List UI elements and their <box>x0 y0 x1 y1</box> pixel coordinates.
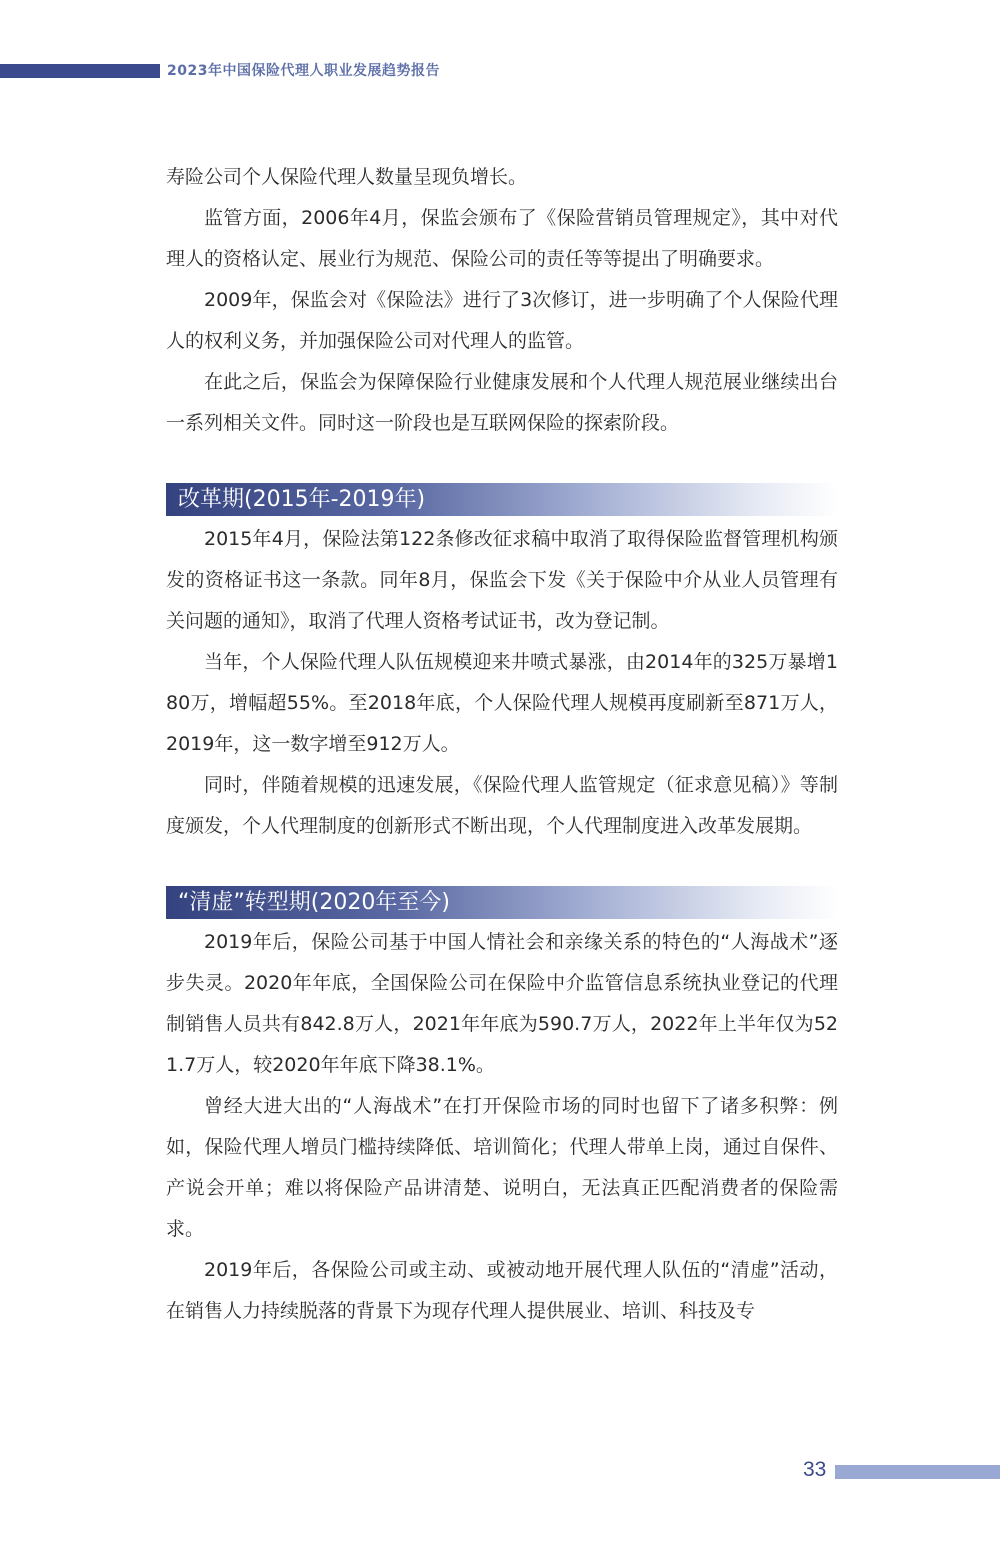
paragraph: 在此之后，保监会为保障保险行业健康发展和个人代理人规范展业继续出台一系列相关文件。同时这一阶段也是互联网保险的探索阶段。 <box>166 371 838 434</box>
section-heading-label: “清虚”转型期(2020年至今) <box>178 890 450 915</box>
paragraph: 2019年后，保险公司基于中国人情社会和亲缘关系的特色的“人海战术”逐步失灵。2020年年底，全国保险公司在保险中介监管信息系统执业登记的代理制销售人员共有842.8万人，2021年年底为590.7万人，2022年上半年仅为521.7万人，较2020年年底下降38.1%。 <box>166 931 838 1076</box>
paragraph: 曾经大进大出的“人海战术”在打开保险市场的同时也留下了诸多积弊：例如，保险代理人增员门槛持续降低、培训简化；代理人带单上岗，通过自保件、产说会开单；难以将保险产品讲清楚、说明白，无法真正匹配消费者的保险需求。 <box>166 1095 838 1240</box>
report-title: 2023年中国保险代理人职业发展趋势报告 <box>167 63 440 79</box>
page-number: 33 <box>803 1458 827 1481</box>
paragraph: 2009年，保监会对《保险法》进行了3次修订，进一步明确了个人保险代理人的权利义务，并加强保险公司对代理人的监管。 <box>166 289 838 352</box>
paragraph: 当年，个人保险代理人队伍规模迎来井喷式暴涨，由2014年的325万暴增180万，增幅超55%。至2018年底，个人保险代理人规模再度刷新至871万人，2019年，这一数字增至912万人。 <box>166 651 838 755</box>
page-body <box>166 157 838 1332</box>
section-heading-label: 改革期(2015年-2019年) <box>178 487 426 512</box>
paragraph: 2015年4月，保险法第122条修改征求稿中取消了取得保险监督管理机构颁发的资格证书这一条款。同年8月，保监会下发《关于保险中介从业人员管理有关问题的通知》，取消了代理人资格考试证书，改为登记制。 <box>166 528 838 632</box>
paragraph: 同时，伴随着规模的迅速发展，《保险代理人监管规定（征求意见稿）》等制度颁发，个人代理制度的创新形式不断出现，个人代理制度进入改革发展期。 <box>166 774 838 837</box>
footer-accent-bar <box>835 1465 1000 1479</box>
section-heading-transform <box>166 886 838 919</box>
paragraph: 2019年后，各保险公司或主动、或被动地开展代理人队伍的“清虚”活动，在销售人力持续脱落的背景下为现存代理人提供展业、培训、科技及专 <box>166 1259 838 1322</box>
section-heading-reform <box>166 483 838 516</box>
paragraph: 寿险公司个人保险代理人数量呈现负增长。 <box>166 166 528 188</box>
header-accent-bar <box>0 64 160 78</box>
paragraph: 监管方面，2006年4月，保监会颁布了《保险营销员管理规定》，其中对代理人的资格认定、展业行为规范、保险公司的责任等等提出了明确要求。 <box>166 207 838 270</box>
